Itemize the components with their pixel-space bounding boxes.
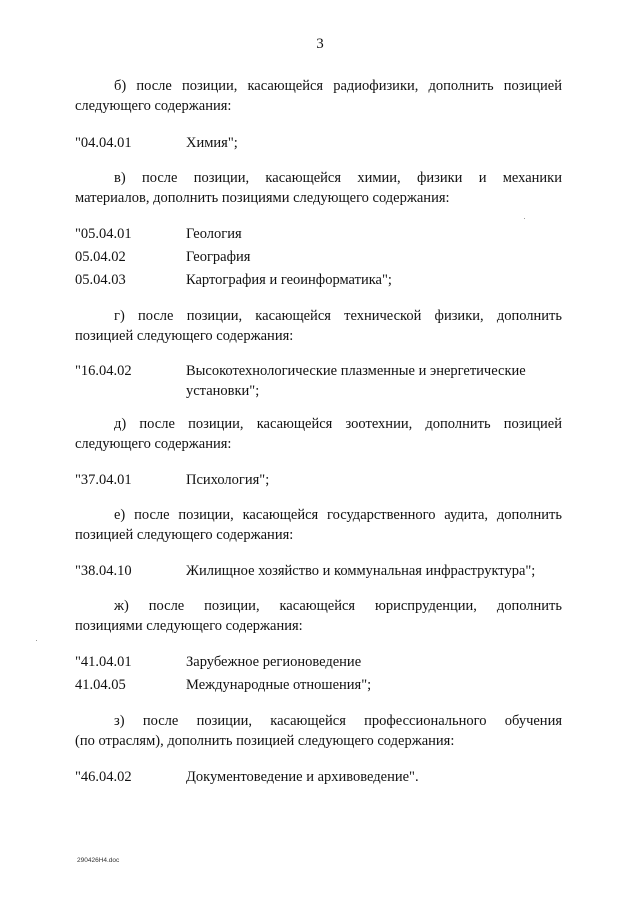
paragraph-v bbox=[75, 168, 562, 208]
paragraph-z-line2: (по отраслям), дополнить позицией следующего содержания: bbox=[75, 733, 455, 749]
item-code: 41.04.05 bbox=[75, 677, 126, 693]
scan-speck bbox=[36, 640, 37, 641]
footer-filename: 290426Н4.doc bbox=[77, 857, 120, 864]
item-code: 05.04.02 bbox=[75, 249, 126, 265]
scan-speck bbox=[524, 218, 525, 219]
paragraph-v-line2: материалов, дополнить позициями следующего содержания: bbox=[75, 190, 450, 206]
paragraph-zh-line2: позициями следующего содержания: bbox=[75, 618, 303, 634]
item-name: Химия"; bbox=[186, 135, 238, 151]
item-name: Картография и геоинформатика"; bbox=[186, 272, 392, 288]
item-name: География bbox=[186, 249, 251, 265]
item-code: 05.04.03 bbox=[75, 272, 126, 288]
paragraph-g bbox=[75, 306, 562, 346]
paragraph-b-line2: следующего содержания: bbox=[75, 98, 232, 114]
paragraph-d-line1: д) после позиции, касающейся зоотехнии, дополнить позицией bbox=[114, 416, 562, 432]
item-name: Жилищное хозяйство и коммунальная инфраструктура"; bbox=[186, 563, 536, 579]
item-name: Высокотехнологические плазменные и энергетические установки"; bbox=[186, 363, 526, 399]
paragraph-z bbox=[75, 711, 562, 751]
item-code: "41.04.01 bbox=[75, 654, 132, 670]
item-code: "16.04.02 bbox=[75, 363, 132, 379]
item-code: "37.04.01 bbox=[75, 472, 132, 488]
paragraph-d bbox=[75, 414, 562, 454]
paragraph-z-line1: з) после позиции, касающейся профессионального обучения bbox=[114, 713, 562, 729]
item-name: Психология"; bbox=[186, 472, 270, 488]
item-name: Геология bbox=[186, 226, 242, 242]
paragraph-zh-line1: ж) после позиции, касающейся юриспруденции, дополнить bbox=[114, 598, 562, 614]
paragraph-e bbox=[75, 505, 562, 545]
item-name: Документоведение и архивоведение". bbox=[186, 769, 419, 785]
item-code: "46.04.02 bbox=[75, 769, 132, 785]
item-code: "04.04.01 bbox=[75, 135, 132, 151]
item-name: Международные отношения"; bbox=[186, 677, 372, 693]
item-name: Зарубежное регионоведение bbox=[186, 654, 362, 670]
paragraph-d-line2: следующего содержания: bbox=[75, 436, 232, 452]
paragraph-e-line1: е) после позиции, касающейся государственного аудита, дополнить bbox=[114, 507, 562, 523]
paragraph-b bbox=[75, 76, 562, 116]
item-code: "38.04.10 bbox=[75, 563, 132, 579]
paragraph-v-line1: в) после позиции, касающейся химии, физики и механики bbox=[114, 170, 562, 186]
paragraph-g-line1: г) после позиции, касающейся технической физики, дополнить bbox=[114, 308, 562, 324]
page-number: 3 bbox=[316, 36, 324, 52]
paragraph-b-line1: б) после позиции, касающейся радиофизики, дополнить позицией bbox=[114, 78, 562, 94]
paragraph-e-line2: позицией следующего содержания: bbox=[75, 527, 294, 543]
paragraph-zh bbox=[75, 596, 562, 636]
item-code: "05.04.01 bbox=[75, 226, 132, 242]
paragraph-g-line2: позицией следующего содержания: bbox=[75, 328, 294, 344]
